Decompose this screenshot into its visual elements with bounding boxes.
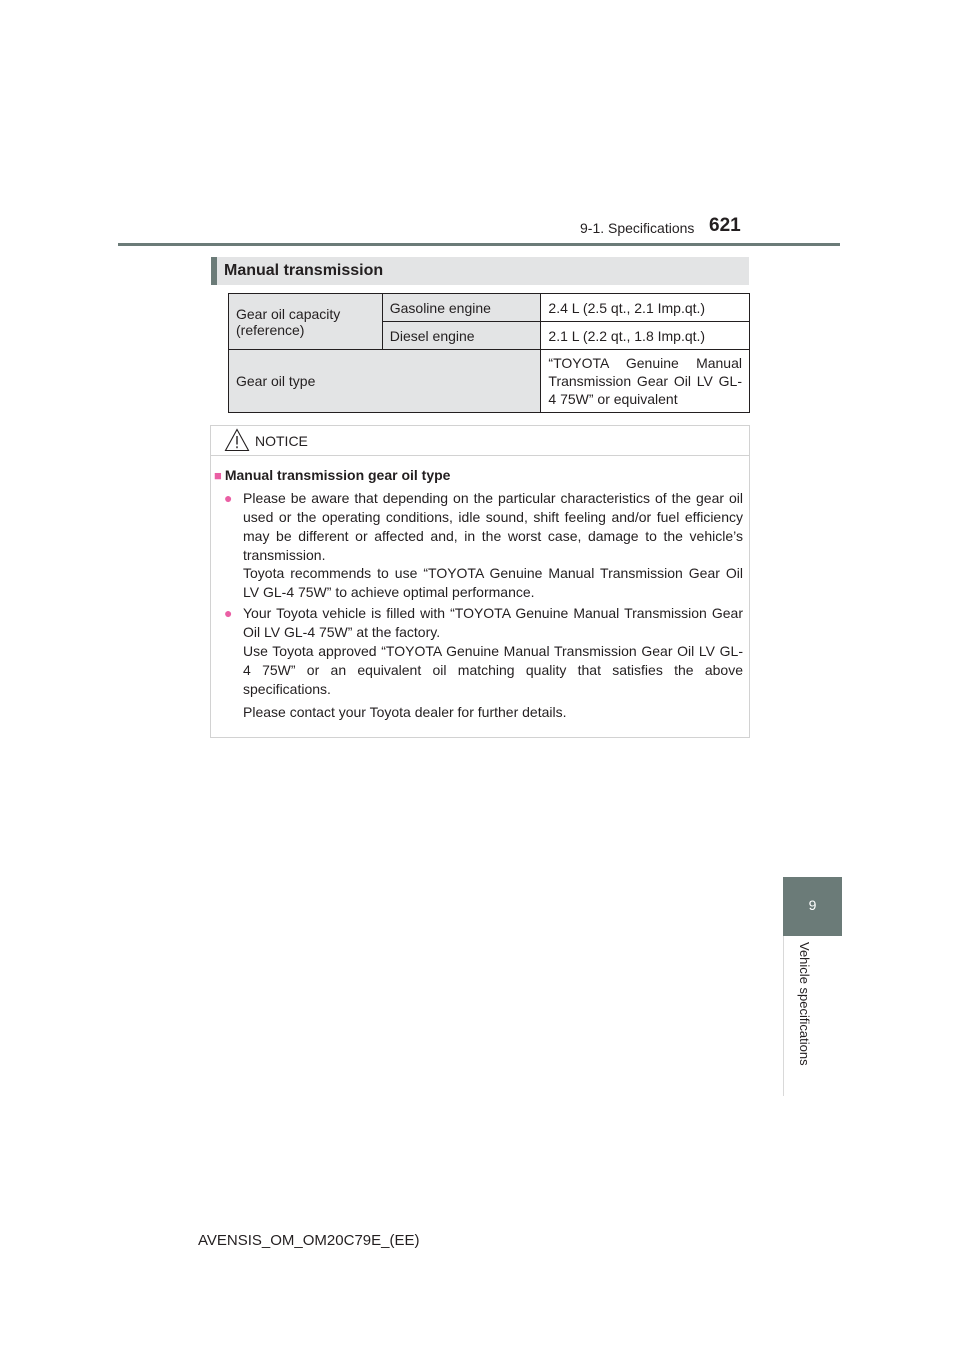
gear-oil-capacity-label: Gear oil capacity (reference)	[229, 294, 383, 350]
notice-sub-heading	[214, 467, 450, 483]
gasoline-engine-label: Gasoline engine	[382, 294, 541, 322]
gear-oil-type-value: “TOYOTA Genuine Manual Transmission Gear Oil LV GL-4 75W” or equivalent	[541, 350, 750, 413]
diesel-engine-label: Diesel engine	[382, 322, 541, 350]
table-row	[229, 294, 750, 322]
section-heading	[211, 257, 749, 285]
gear-oil-type-label: Gear oil type	[229, 350, 541, 413]
chapter-side	[783, 936, 842, 1316]
chapter-tab	[783, 877, 842, 936]
section-heading-bar	[211, 257, 217, 285]
notice-paragraph: Your Toyota vehicle is filled with “TOYOTA Genuine Manual Transmission Gear Oil LV GL-4 75W” at the factory.	[243, 605, 743, 640]
notice-paragraph: Toyota recommends to use “TOYOTA Genuine Manual Transmission Gear Oil LV GL-4 75W” to achieve optimal performance.	[243, 565, 743, 600]
notice-paragraph: Use Toyota approved “TOYOTA Genuine Manual Transmission Gear Oil LV GL-4 75W” or an equivalent oil matching quality that satisfies the above specifications.	[243, 643, 743, 697]
notice-paragraph: Please be aware that depending on the particular characteristics of the gear oil used or the operating conditions, idle sound, shift feeling and/or fuel efficiency may be different or affected and, in the worst case, damage to the vehicle’s transmission.	[243, 490, 743, 563]
table-row	[229, 350, 750, 413]
spec-table	[228, 293, 750, 413]
square-bullet-icon: ■	[214, 468, 222, 483]
header-section-title: 9-1. Specifications	[580, 220, 695, 236]
chapter-title: Vehicle specifications	[797, 942, 812, 1066]
diesel-engine-value: 2.1 L (2.2 qt., 1.8 Imp.qt.)	[541, 322, 750, 350]
section-title: Manual transmission	[224, 262, 384, 279]
gasoline-engine-value: 2.4 L (2.5 qt., 2.1 Imp.qt.)	[541, 294, 750, 322]
circle-bullet-icon: ●	[224, 605, 233, 621]
notice-heading-text: Manual transmission gear oil type	[224, 467, 451, 483]
chapter-number: 9	[808, 897, 817, 913]
page-number: 621	[709, 215, 741, 236]
notice-box	[210, 425, 750, 738]
header-rule	[118, 243, 840, 246]
notice-header	[211, 426, 749, 456]
circle-bullet-icon: ●	[224, 490, 233, 506]
footer-code: AVENSIS_OM_OM20C79E_(EE)	[198, 1232, 420, 1249]
notice-label: NOTICE	[255, 433, 308, 449]
notice-paragraph: Please contact your Toyota dealer for further details.	[243, 704, 567, 720]
warning-triangle-icon	[224, 428, 250, 452]
